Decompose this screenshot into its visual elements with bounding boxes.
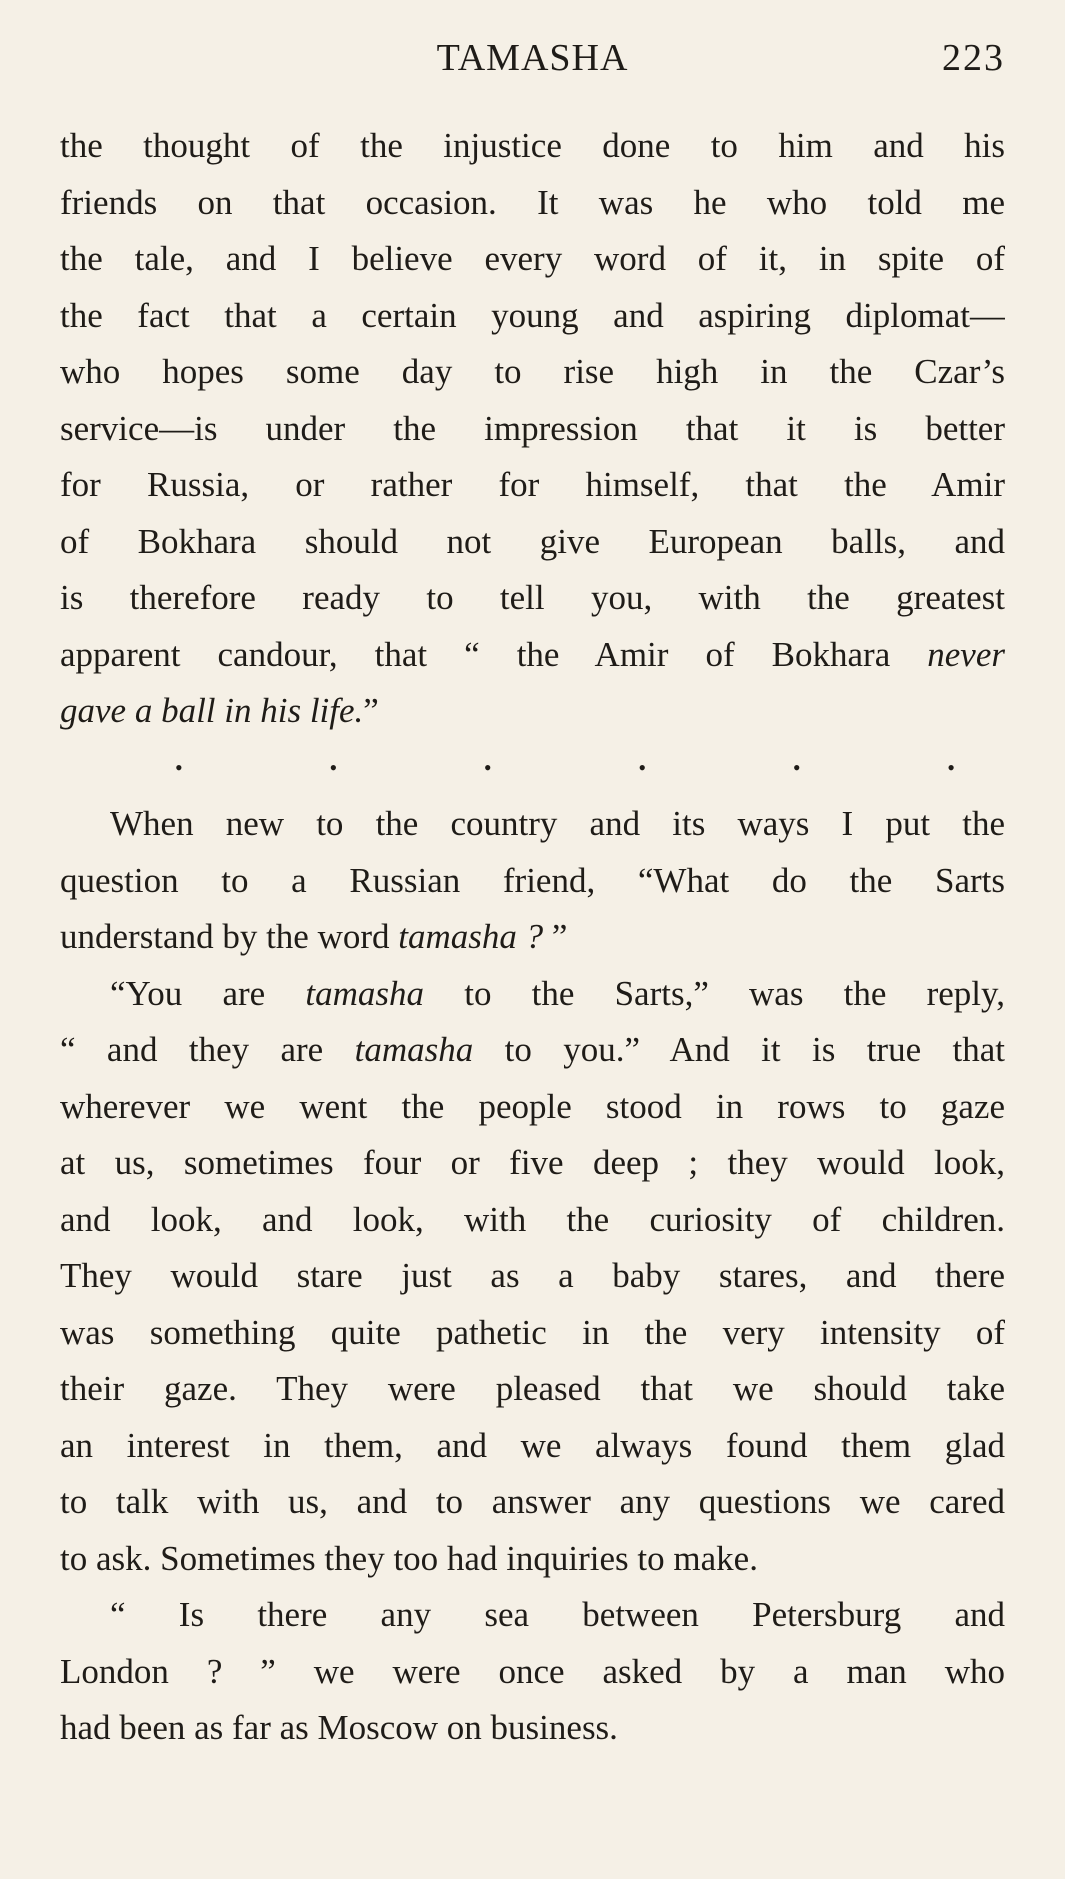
text-line: friends on that occasion. It was he who told me bbox=[60, 182, 1005, 222]
text-line bbox=[60, 909, 1005, 966]
text-line bbox=[60, 683, 1005, 740]
text-line: an interest in them, and we always found them glad bbox=[60, 1425, 1005, 1465]
text-line: for Russia, or rather for himself, that the Amir bbox=[60, 465, 1005, 504]
separator-dot: • bbox=[638, 754, 647, 780]
text-line: to talk with us, and to answer any questions we cared bbox=[60, 1482, 1005, 1521]
text-line: the fact that a certain young and aspiring diplomat— bbox=[60, 295, 1005, 335]
text-line: is therefore ready to tell you, with the greatest bbox=[60, 578, 1005, 617]
separator-dot: • bbox=[175, 754, 183, 780]
text-line: who hopes some day to rise high in the Czar’s bbox=[60, 352, 1005, 391]
text-line: was something quite pathetic in the very intensity of bbox=[60, 1312, 1005, 1352]
italic-text: tamasha ? bbox=[398, 917, 544, 956]
text-line: at us, sometimes four or five deep ; they would look, bbox=[60, 1143, 1005, 1182]
text-line: to ask. Sometimes they too had inquiries to make. bbox=[60, 1538, 758, 1578]
section-separator bbox=[60, 740, 1005, 797]
text-line: the tale, and I believe every word of it, in spite of bbox=[60, 239, 1005, 278]
text-line bbox=[60, 627, 1005, 684]
italic-text: tamasha bbox=[354, 1030, 474, 1069]
text-run: “ and they are bbox=[60, 1030, 355, 1069]
text-line: of Bokhara should not give European balls, and bbox=[60, 521, 1005, 561]
text-line: and look, and look, with the curiosity of children. bbox=[60, 1199, 1005, 1239]
text-line: “ Is there any sea between Petersburg and bbox=[110, 1595, 1005, 1634]
separator-dot: • bbox=[329, 754, 338, 780]
page-number: 223 bbox=[942, 37, 1005, 79]
text-run: “You are bbox=[110, 973, 306, 1013]
separator-dot: • bbox=[483, 754, 492, 780]
text-line: When new to the country and its ways I put the bbox=[110, 804, 1005, 843]
text-run: understand by the word bbox=[60, 917, 399, 956]
closing-quote: ” bbox=[363, 691, 379, 730]
italic-text: never bbox=[927, 634, 1005, 674]
text-line: London ? ” we were once asked by a man who bbox=[60, 1651, 1005, 1691]
page-body bbox=[60, 118, 1005, 1757]
text-line: question to a Russian friend, “What do the Sarts bbox=[60, 860, 1005, 900]
text-line: had been as far as Moscow on business. bbox=[60, 1708, 618, 1747]
text-line: the thought of the injustice done to him and his bbox=[60, 126, 1005, 165]
book-page bbox=[60, 0, 1005, 1879]
text-line: They would stare just as a baby stares, and there bbox=[60, 1256, 1005, 1295]
text-line: wherever we went the people stood in rows to gaze bbox=[60, 1086, 1005, 1126]
text-run: to you.” And it is true that bbox=[473, 1030, 1005, 1069]
text-run: to the Sarts,” was the reply, bbox=[424, 973, 1005, 1013]
separator-dot: • bbox=[947, 754, 955, 780]
text-run: ” bbox=[543, 917, 568, 956]
italic-text: gave a ball in his life. bbox=[60, 691, 364, 730]
text-line: service—is under the impression that it is better bbox=[60, 408, 1005, 448]
text-line: their gaze. They were pleased that we should take bbox=[60, 1369, 1005, 1408]
text-run: apparent candour, that “ the Amir of Bokhara bbox=[60, 634, 928, 674]
text-line bbox=[60, 966, 1005, 1023]
italic-text: tamasha bbox=[305, 973, 425, 1013]
running-head-title: TAMASHA bbox=[436, 37, 629, 79]
running-head bbox=[60, 36, 1005, 92]
separator-dot: • bbox=[792, 754, 801, 780]
text-line bbox=[60, 1022, 1005, 1079]
